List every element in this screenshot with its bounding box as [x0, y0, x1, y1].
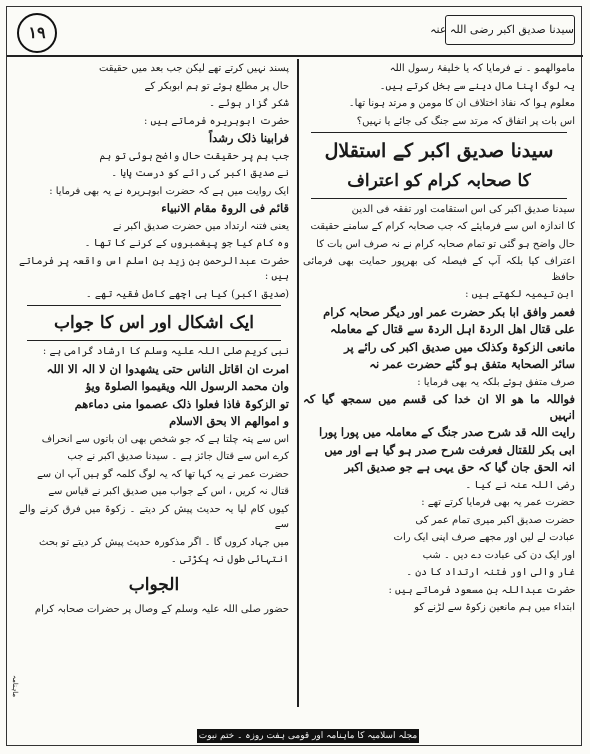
arabic-quote: فعمر وافق ابا بکر حضرت عمر اور دیگر صحابہ کرام — [323, 304, 575, 319]
section-heading: کا صحابہ کرام کو اعتراف — [347, 170, 531, 191]
page-footer: مجلہ اسلامیہ کا ماہنامہ اور قومی ہفت روزہ ۔ ختم نبوت — [198, 731, 418, 741]
verse-line: حضرت صدیق اکبر میری تمام عمر کی — [415, 514, 575, 526]
divider — [311, 132, 567, 133]
divider — [27, 305, 281, 306]
page-frame — [6, 6, 582, 746]
paragraph: جب ہم پر حقیقت حال واضح ہوئی تو ہم — [99, 150, 289, 162]
paragraph: اس بات پر اتفاق کہ مرتد سے جنگ کی جائے یا نہیں؟ — [356, 115, 575, 127]
paragraph: ابن تیمیہ لکھتے ہیں : — [465, 289, 575, 301]
paragraph: انتہائی طول نہ پکڑتی ۔ — [170, 554, 289, 566]
arabic-hadith: و اموالھم الا بحق الاسلام — [169, 414, 289, 429]
divider — [27, 340, 281, 341]
paragraph: میں جہاد کروں گا ۔ اگر مذکورہ حدیث پیش کر دیتے تو بحث — [38, 536, 289, 548]
arabic-quote: قائم فی الروۃ مقام الانبیاء — [161, 201, 289, 215]
paragraph: حضور صلی اللہ علیہ وسلم کے وصال پر حضرات صحابہ کرام — [34, 603, 289, 615]
paragraph: حضرت عبدالرحمن بن زید بن اسلم اس واقعہ پر فرماتے ہیں : — [19, 255, 289, 282]
arabic-quote: فرابینا ذلک رشداً — [208, 131, 289, 145]
verse-line: غار والی اور فتنہ ارتداد کا دن ۔ — [406, 567, 575, 579]
arabic-hadith: تو الزکوۃ فاذا فعلوا ذلک عصموا منی دماءھم — [74, 396, 289, 411]
paragraph: حال واضح ہو گئی تو تمام صحابہ کرام نے نہ صرف اس بات کا — [316, 238, 575, 250]
arabic-quote: فواللہ ما ھو الا ان خدا کی قسم میں سمجھ گیا کہ انہیں — [303, 392, 575, 422]
answer-heading: الجواب — [128, 574, 180, 595]
verse-line: عبادت لے لیں اور مجھے صرف اپنی ایک رات — [393, 532, 575, 544]
page-number: ١٩ — [17, 13, 57, 53]
arabic-quote: سائر الصحابۃ متفق ہو گئے حضرت عمر نہ — [369, 357, 575, 372]
paragraph: کرے اس سے قتال جائز ہے ۔ سیدنا صدیق اکبر نے جب — [67, 451, 289, 463]
paragraph: یہ لوگ اپنا مال دینے سے بخل کرتے ہیں۔ — [379, 80, 575, 92]
paragraph: سیدنا صدیق اکبر کی اس استقامت اور تفقہ فی الدین — [351, 203, 575, 215]
verse-line: اور ایک دن کی عبادت دے دیں ۔ شب — [422, 549, 575, 561]
column-divider — [297, 59, 299, 707]
paragraph: (صدیق اکبر) کیا ہی اچھے کامل فقیہ تھے ۔ — [85, 288, 289, 300]
paragraph: حضرت عمر نے یہ کہا تھا کہ یہ لوگ کلمہ گو ہیں آپ ان سے — [36, 468, 289, 480]
paragraph: قتال نہ کریں ، اس کے جواب میں صدیق اکبر نے قیاس سے — [48, 486, 289, 498]
arabic-quote: انہ الحق جان گیا کہ حق یہی ہے جو صدیق اکبر — [344, 460, 575, 475]
paragraph: صرف متفق ہوئے بلکہ یہ بھی فرمایا : — [417, 376, 575, 388]
paragraph: کا اندازہ اس سے فرمایئے کہ جب صحابہ کرام کے سامنے حقیقت — [310, 221, 575, 233]
paragraph: نبی کریم صلی اللہ علیہ وسلم کا ارشاد گرامی ہے : — [42, 346, 289, 358]
paragraph: معلوم ہوا کہ نفاذ اختلاف ان کا مومن و مرتد ہونا تھا۔ — [348, 98, 575, 109]
left-column — [19, 61, 289, 705]
paragraph: کیوں کام لیا یہ حدیث پیش کر دیتے ۔ زکوۃ میں فرق کرنے والے سے — [19, 503, 289, 531]
paragraph: نے صدیق اکبر کی رائے کو درست پایا ۔ — [111, 168, 289, 179]
running-head: سیدنا صدیق اکبر رضی اللہ عنہ — [445, 15, 575, 45]
arabic-hadith: وان محمد الرسول اللہ ویقیموا الصلوۃ ویؤ — [85, 379, 289, 394]
paragraph: حضرت ابوہریرہ فرماتے ہیں : — [144, 115, 289, 127]
paragraph: رضی اللہ عنہ نے کیا ۔ — [465, 479, 575, 491]
arabic-quote: رایت اللہ قد شرح صدر جنگ کے معاملہ میں پورا پورا — [319, 425, 575, 440]
arabic-quote: علی قتال اھل الردۃ اہل الردۃ سے قتال کے معاملہ — [330, 322, 575, 337]
arabic-quote: ابی بکر للقتال فعرفت شرح صدر ہو گیا ہے اور میں — [324, 442, 575, 457]
paragraph: ایک روایت میں ہے کہ حضرت ابوہریرہ نے یہ بھی فرمایا : — [49, 185, 289, 197]
arabic-hadith: امرت ان اقاتل الناس حتی یشھدوا ان لا الہ الا اللہ — [46, 361, 289, 376]
arabic-quote: مانعی الزکوۃ وکذلک میں صدیق اکبر کی رائے پر — [344, 339, 575, 354]
paragraph: یعنی فتنہ ارتداد میں حضرت صدیق اکبر نے — [112, 220, 289, 232]
paragraph: اعتراف کیا بلکہ آپ کے فیصلہ کی بھرپور حمایت بھی فرمائی حافظ — [303, 256, 575, 283]
paragraph: حضرت عمر یہ بھی فرمایا کرتے تھے : — [421, 497, 575, 509]
divider — [311, 198, 567, 199]
right-column — [303, 61, 575, 705]
paragraph: وہ کام کیا جو پیغمبروں کے کرنے کا تھا ۔ — [84, 238, 289, 249]
paragraph: شکر گزار ہوئے ۔ — [209, 98, 289, 109]
paragraph: ابتداء میں ہم مانعین زکوۃ سے لڑنے کو — [414, 602, 575, 614]
paragraph: حال پر مطلع ہوئے تو ہم ابوبکر کے — [144, 80, 289, 92]
paragraph: اس سے پتہ چلتا ہے کہ جو شخص بھی ان باتوں سے انحراف — [41, 433, 289, 445]
paragraph: حضرت عبداللہ بن مسعود فرماتے ہیں : — [388, 584, 575, 596]
section-heading: سیدنا صدیق اکبر کے استقلال — [324, 140, 554, 162]
paragraph: پسند نہیں کرتے تھے لیکن جب بعد میں حقیقت — [98, 63, 289, 74]
paragraph: ماموالھمو ۔ نے فرمایا کہ یا خلیفۂ رسول اللہ — [389, 63, 575, 74]
section-heading: ایک اشکال اور اس کا جواب — [53, 313, 255, 333]
margin-note: ماہنامہ — [11, 675, 19, 698]
page-header — [7, 7, 583, 57]
